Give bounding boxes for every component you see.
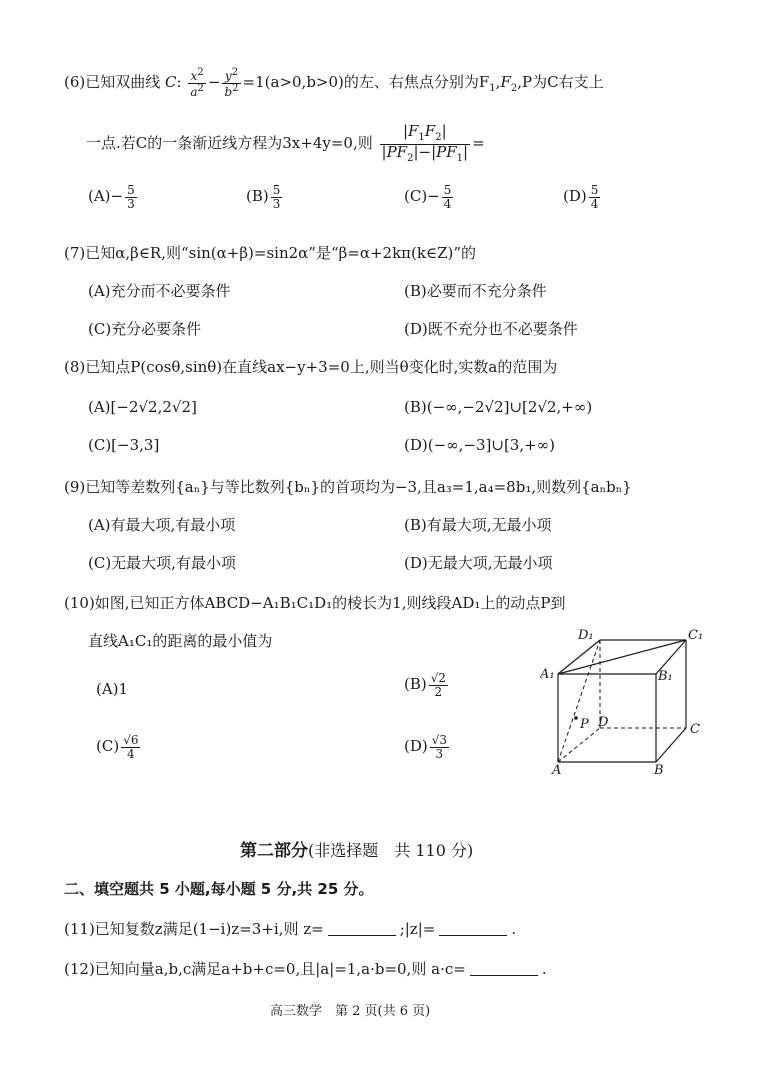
q6-option-a [88, 184, 139, 210]
part-two-heading [240, 836, 473, 861]
q6-option-b [246, 184, 284, 210]
q9-option-a: (A)有最大项,有最小项 [88, 516, 236, 534]
q7-option-c: (C)充分必要条件 [88, 320, 202, 338]
label-a1: A₁ [540, 667, 555, 682]
fraction-x2-a2: $\frac{x^2}{a^2}$ [190, 67, 204, 99]
segment-a-d1 [558, 640, 600, 762]
q6-option-d [563, 184, 602, 210]
point-p [574, 716, 578, 720]
q6-option-c [404, 184, 455, 210]
q10-option-b-den: 2 [434, 684, 443, 699]
question-11 [64, 918, 516, 939]
q6-option-d-label: (D) [563, 187, 587, 206]
q11-text-mid: ;|z|= [399, 920, 436, 938]
page-footer: 高三数学 第 2 页(共 6 页) [270, 1004, 431, 1019]
q9-option-c: (C)无最大项,有最小项 [88, 554, 236, 572]
q10-option-d-label: (D) [404, 737, 428, 756]
q9-option-b: (B)有最大项,无最小项 [404, 516, 552, 534]
q6-option-b-den: 3 [272, 196, 281, 211]
question-7: (7)已知α,β∈R,则“sin(α+β)=sin2α”是“β=α+2kπ(k∈Z)”的 [64, 244, 477, 262]
label-d: D [598, 715, 609, 730]
q6-option-a-den: 3 [127, 196, 135, 211]
label-c1: C₁ [688, 628, 704, 643]
q7-option-b: (B)必要而不充分条件 [404, 282, 547, 300]
q10-option-c-den: 4 [127, 746, 135, 761]
hidden-edge-a-d [558, 728, 600, 762]
label-a: A [552, 763, 562, 778]
q6-option-d-num: 5 [590, 183, 599, 197]
q12-text-pre: (12)已知向量a,b,c满足a+b+c=0,且|a|=1,a·b=0,则 a·c= [64, 960, 466, 978]
q11-answer-blank-1[interactable] [328, 921, 396, 936]
q9-option-d: (D)无最大项,无最小项 [404, 554, 553, 572]
q6-option-c-den: 4 [443, 196, 452, 211]
q6-text-mid: ,P为C右支上 [517, 73, 604, 92]
question-6-line-1: (6)已知双曲线 C: $\frac{x^2}{a^2}$ − $\frac{y^2}{b^2}$ =1(a>0,b>0)的左、右焦点分别为$F_1,F_2,P$为C右支上 [64, 67, 604, 99]
label-p: P [580, 717, 589, 732]
q6-option-b-label: (B) [246, 187, 269, 206]
q6-option-a-num: 5 [127, 183, 135, 197]
q6-equals: = [472, 134, 485, 152]
q8-option-a: (A)[−2√2,2√2] [88, 398, 197, 416]
q8-option-d: (D)(−∞,−3]∪[3,+∞) [404, 436, 556, 454]
q10-option-c-label: (C) [96, 737, 120, 756]
question-9: (9)已知等差数列{aₙ}与等比数列{bₙ}的首项均为−3,且a₃=1,a₄=8b₁,则数列{aₙbₙ} [64, 478, 632, 496]
q6-option-a-label: (A)− [88, 187, 124, 206]
label-c: C [690, 722, 700, 737]
q12-answer-blank[interactable] [470, 961, 538, 976]
q10-option-c [96, 734, 142, 760]
q8-option-b: (B)(−∞,−2√2]∪[2√2,+∞) [404, 398, 593, 416]
q11-text-end: . [511, 920, 517, 938]
q6-text-pre: 已知双曲线 [85, 73, 161, 92]
q6-option-b-num: 5 [272, 183, 281, 197]
q8-option-c: (C)[−3,3] [88, 436, 160, 454]
q6-option-c-label: (C)− [404, 187, 440, 206]
q10-option-b [404, 672, 450, 698]
q6-eq-tail: =1(a>0,b>0)的左、右焦点分别为F [242, 73, 490, 92]
cube-diagram [540, 620, 720, 780]
q10-option-a: (A)1 [96, 680, 129, 698]
q12-text-end: . [541, 960, 547, 978]
question-12 [64, 958, 547, 979]
part-two-title: 第二部分 [240, 841, 308, 861]
fraction-f1f2-ratio: $\frac{|F_1F_2|}{|PF_2|-|PF_1|}$ [381, 122, 469, 164]
q10-option-d [404, 734, 451, 760]
q11-answer-blank-2[interactable] [439, 921, 507, 936]
fraction-y2-b2: $\frac{y^2}{b^2}$ [224, 67, 239, 99]
label-d1: D₁ [578, 628, 594, 643]
label-b1: B₁ [658, 669, 673, 684]
question-10-line-2: 直线A₁C₁的距离的最小值为 [88, 632, 273, 650]
question-8: (8)已知点P(cosθ,sinθ)在直线ax−y+3=0上,则当θ变化时,实数a的范围为 [64, 358, 558, 376]
part-two-subtitle: (非选择题 共 110 分) [308, 841, 474, 860]
q10-option-b-num: √2 [430, 671, 447, 685]
q10-option-b-label: (B) [404, 675, 427, 694]
q10-option-d-num: √3 [431, 733, 448, 747]
edge-b-c [656, 728, 686, 762]
q6-number: (6) [64, 73, 86, 92]
q6-line2-text: 一点.若C的一条渐近线方程为3x+4y=0,则 [86, 134, 373, 152]
q10-option-d-den: 3 [435, 746, 444, 761]
label-b: B [654, 763, 664, 778]
question-6-line-2 [86, 124, 485, 164]
q10-option-c-num: √6 [123, 733, 139, 747]
q6-option-c-num: 5 [443, 183, 452, 197]
section-fill-in-heading: 二、填空题共 5 小题,每小题 5 分,共 25 分。 [64, 880, 374, 898]
q7-option-d: (D)既不充分也不必要条件 [404, 320, 578, 338]
question-10-line-1: (10)如图,已知正方体ABCD−A₁B₁C₁D₁的棱长为1,则线段AD₁上的动点P到 [64, 594, 566, 612]
q11-text-pre: (11)已知复数z满足(1−i)z=3+i,则 z= [64, 920, 324, 938]
q6-option-d-den: 4 [590, 196, 599, 211]
q7-option-a: (A)充分而不必要条件 [88, 282, 231, 300]
